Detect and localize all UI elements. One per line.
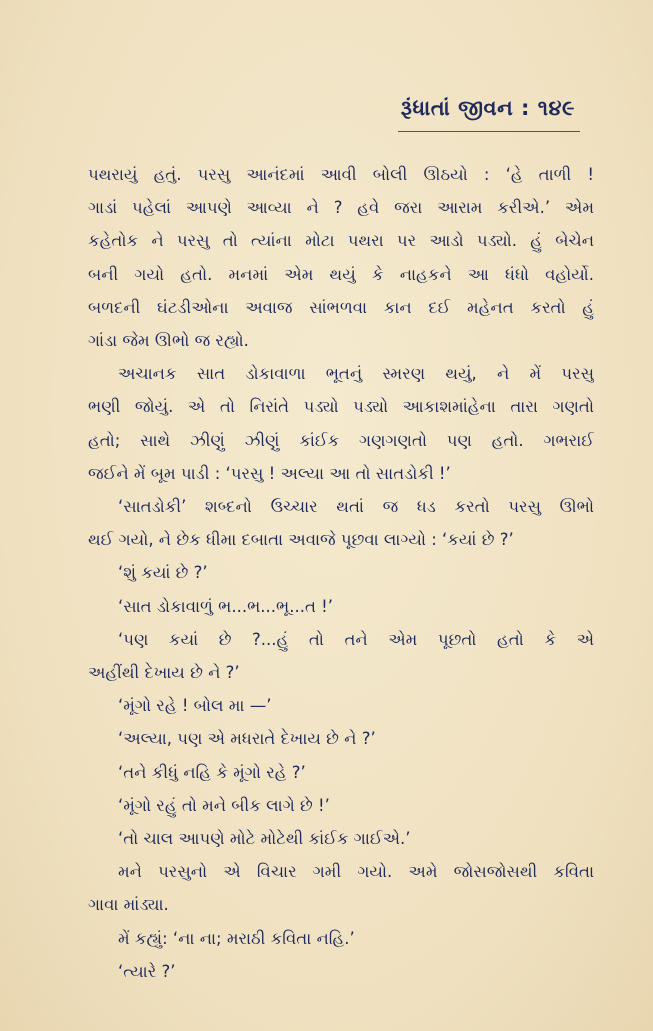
header-rule bbox=[398, 131, 580, 132]
paragraph-1 bbox=[88, 158, 594, 357]
dialogue-line: ‘શું કયાં છે ?’ bbox=[118, 563, 208, 583]
dialogue-line: ‘સાત ડોકાવાળું ભ...ભ...ભૂ...ત !’ bbox=[118, 596, 333, 616]
running-head: રૂંધાતાં જીવન : ૧૪૯ bbox=[400, 96, 575, 120]
text-line: મને પરસુનો એ વિચાર ગમી ગયો. અમે જોસજોસથી કવિતા bbox=[118, 862, 594, 882]
dialogue-line: ‘મૂંગો રહે ! બોલ મા —’ bbox=[118, 696, 272, 716]
dialogue-line: ‘મૂંગો રહું તો મને બીક લાગે છે !’ bbox=[118, 795, 330, 815]
text-line: બની ગયો હતો. મનમાં એમ થયું કે નાહકને આ ધંધો વહોર્યો. bbox=[88, 264, 594, 284]
text-line: જઈને મેં બૂમ પાડી : ‘પરસુ ! અલ્યા આ તો સાતડોકી !’ bbox=[88, 463, 451, 483]
body-text bbox=[88, 158, 594, 988]
dialogue-line: મેં કહ્યું: ‘ના ના; મરાઠી કવિતા નહિ.’ bbox=[118, 928, 355, 948]
text-line: હતો; સાથે ઝીણું ઝીણું કાંઈક ગણગણતો પણ હતો. ગભરાઈ bbox=[88, 430, 594, 450]
paragraph-2 bbox=[88, 357, 594, 490]
paragraph-3 bbox=[88, 490, 594, 556]
dialogue-line: ‘અલ્યા, પણ એ મધરાતે દેખાય છે ને ?’ bbox=[118, 729, 376, 749]
text-line: કહેતોક ને પરસુ તો ત્યાંના મોટા પથરા પર આડો પડ્યો. હું બેચેન bbox=[88, 231, 594, 251]
text-line: અહીંથી દેખાય છે ને ?’ bbox=[88, 663, 240, 683]
text-line: ગાંડા જેમ ઊભો જ રહ્યો. bbox=[88, 331, 249, 351]
text-line: ભણી જોયું. એ તો નિરાંતે પડ્યો પડ્યો આકાશમાંહેના તારા ગણતો bbox=[88, 397, 594, 417]
text-line: પથરાયું હતું. પરસુ આનંદમાં આવી બોલી ઊઠયો : ‘હે તાળી ! bbox=[88, 165, 594, 184]
text-line: ‘પણ કયાં છે ?...હું તો તને એમ પૂછતો હતો કે એ bbox=[118, 629, 594, 649]
dialogue-line: ‘ત્યારે ?’ bbox=[118, 961, 176, 981]
text-line: ગાવા માંડ્યા. bbox=[88, 895, 169, 915]
text-line: ‘સાતડોકી’ શબ્દનો ઉચ્ચાર થતાં જ ધડ કરતો પરસુ ઊભો bbox=[118, 497, 594, 517]
dialogue-line: ‘તને કીધું નહિ કે મૂંગો રહે ?’ bbox=[118, 762, 306, 782]
dialogue-line: ‘તો ચાલ આપણે મોટે મોટેથી કાંઈક ગાઈએ.’ bbox=[118, 829, 411, 849]
text-line: થઈ ગયો, ને છેક ધીમા દબાતા અવાજે પૂછવા લાગ્યો : ‘કયાં છે ?’ bbox=[88, 530, 514, 550]
text-line: અચાનક સાત ડોકાવાળા ભૂતનું સ્મરણ થયું, ને મેં પરસુ bbox=[118, 364, 594, 384]
paragraph-poem bbox=[88, 855, 594, 921]
paragraph-question bbox=[88, 623, 594, 689]
text-line: બળદની ઘંટડીઓના અવાજ સાંભળવા કાન દઈ મહેનત કરતો હું bbox=[88, 297, 594, 317]
text-line: ગાડાં પહેલાં આપણે આવ્યા ને ? હવે જરા આરામ કરીએ.’ એમ bbox=[88, 198, 594, 218]
